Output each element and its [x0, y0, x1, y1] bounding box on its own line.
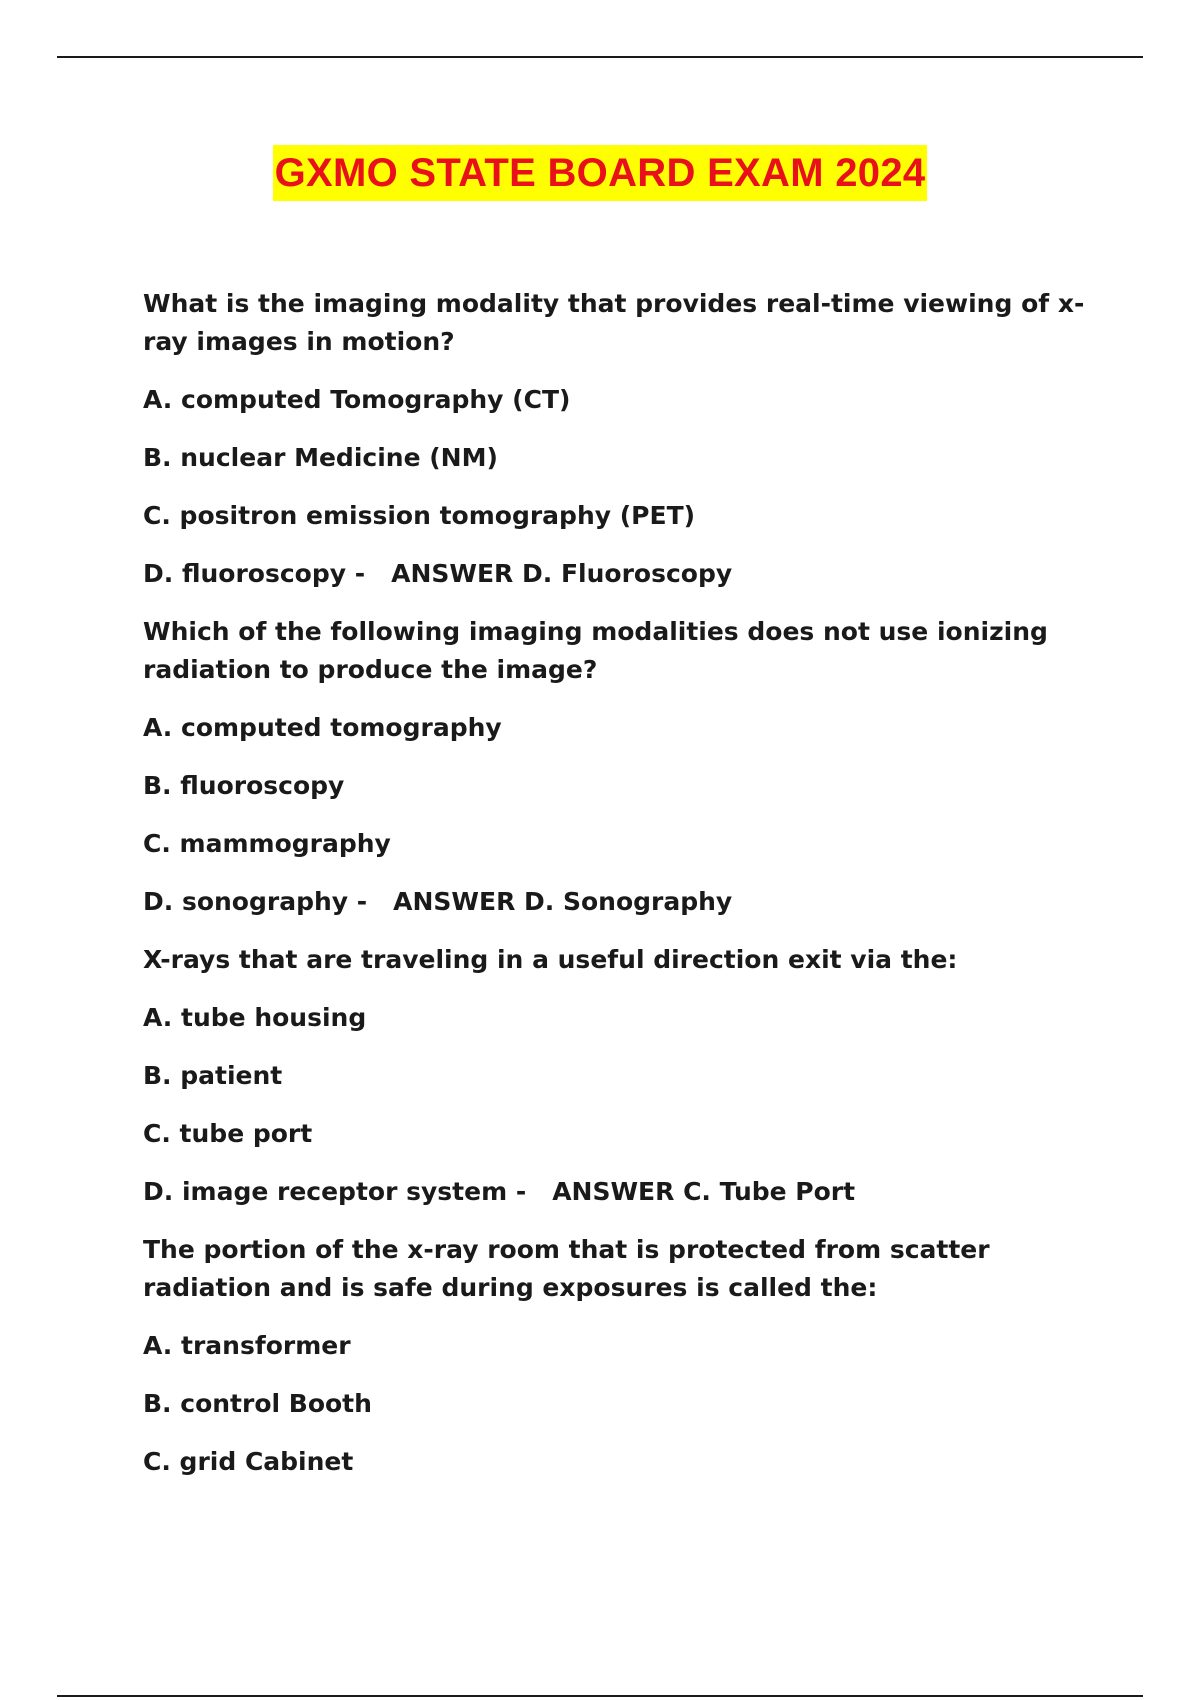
- title-container: [0, 145, 1200, 201]
- option-c: C. tube port: [143, 1119, 313, 1148]
- option-c: C. positron emission tomography (PET): [143, 501, 696, 530]
- option-c: C. grid Cabinet: [143, 1447, 354, 1476]
- question-text: What is the imaging modality that provides real-time viewing of x-ray images in motion?: [143, 289, 1085, 356]
- option-d-with-answer: [143, 1173, 1093, 1211]
- answer-text: ANSWER D. Fluoroscopy: [391, 559, 733, 588]
- answer-text: ANSWER C. Tube Port: [552, 1177, 856, 1206]
- document-title: GXMO STATE BOARD EXAM 2024: [273, 145, 928, 201]
- option-b: B. patient: [143, 1061, 283, 1090]
- option-d: D. sonography -: [143, 887, 368, 916]
- question-list: [143, 285, 1093, 1501]
- header-rule: [57, 56, 1143, 58]
- option-a: A. tube housing: [143, 1003, 367, 1032]
- option-d: D. fluoroscopy -: [143, 559, 366, 588]
- option-d-with-answer: [143, 555, 1093, 593]
- question-text: X-rays that are traveling in a useful direction exit via the:: [143, 945, 958, 974]
- option-b: B. control Booth: [143, 1389, 372, 1418]
- option-d-with-answer: [143, 883, 1093, 921]
- footer-rule: [57, 1695, 1143, 1697]
- option-b: B. fluoroscopy: [143, 771, 345, 800]
- question-text: Which of the following imaging modalities does not use ionizing radiation to produce the image?: [143, 617, 1048, 684]
- option-d: D. image receptor system -: [143, 1177, 527, 1206]
- option-a: A. computed Tomography (CT): [143, 385, 571, 414]
- option-b: B. nuclear Medicine (NM): [143, 443, 498, 472]
- question-text: The portion of the x-ray room that is protected from scatter radiation and is safe during exposures is called the:: [143, 1235, 990, 1302]
- answer-text: ANSWER D. Sonography: [393, 887, 733, 916]
- option-c: C. mammography: [143, 829, 391, 858]
- option-a: A. transformer: [143, 1331, 351, 1360]
- option-a: A. computed tomography: [143, 713, 502, 742]
